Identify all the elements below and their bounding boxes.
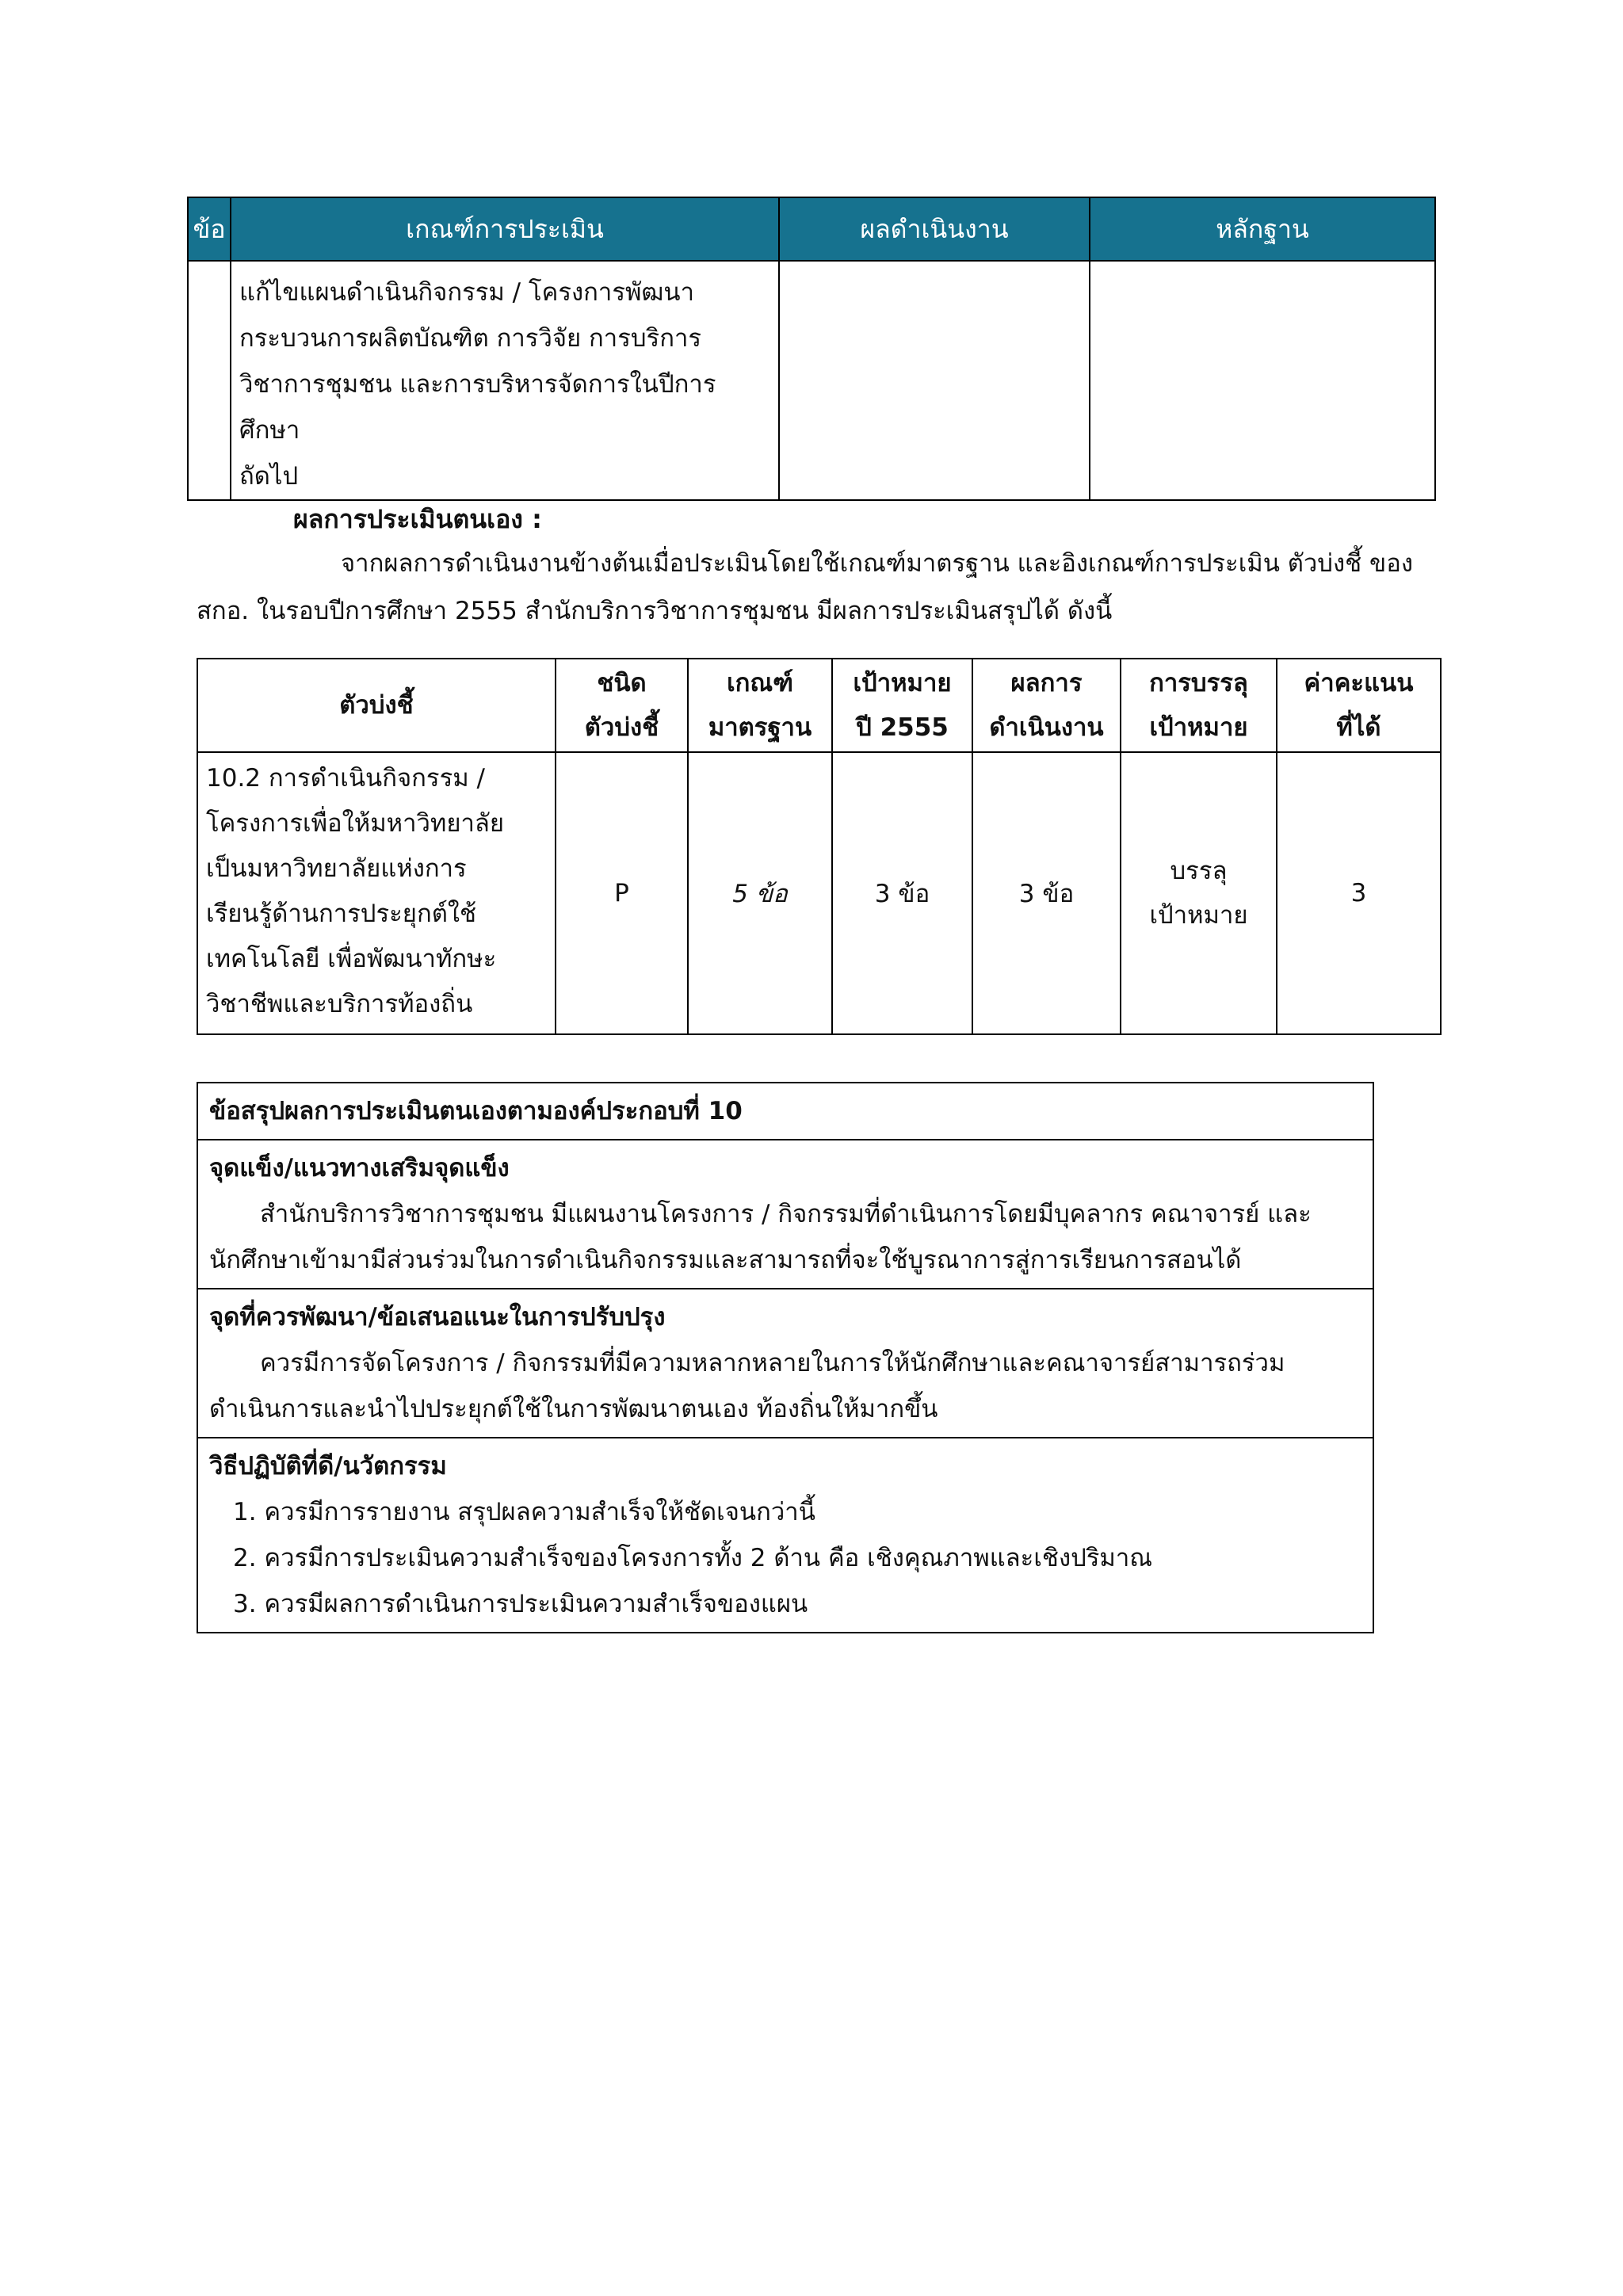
- improve-row: [197, 1289, 1373, 1438]
- criteria-line: แก้ไขแผนดำเนินกิจกรรม / โครงการพัฒนา: [239, 278, 695, 307]
- criteria-table-header: [188, 197, 1435, 261]
- assessment-paragraph-line1: จากผลการดำเนินงานข้างต้นเมื่อประเมินโดยใช้เกณฑ์มาตรฐาน และอิงเกณฑ์การประเมิน ตัวบ่งชี้ ของ: [341, 549, 1413, 578]
- header-text: การบรรลุ: [1149, 669, 1248, 697]
- col-header-result: [972, 659, 1121, 752]
- achievement-line: เป้าหมาย: [1149, 901, 1248, 930]
- header-text: เป้าหมาย: [853, 669, 952, 697]
- strengths-row: [197, 1140, 1373, 1289]
- cell-no: [188, 261, 231, 500]
- improve-title: จุดที่ควรพัฒนา/ข้อเสนอแนะในการปรับปรุง: [209, 1303, 666, 1331]
- col-header-result: ผลดำเนินงาน: [779, 197, 1090, 261]
- header-text: ดำเนินงาน: [989, 713, 1104, 742]
- cell-type: P: [556, 752, 688, 1034]
- header-text: ที่ได้: [1336, 713, 1381, 742]
- list-item: 2. ควรมีการประเมินความสำเร็จของโครงการทั้ง 2 ด้าน คือ เชิงคุณภาพและเชิงปริมาณ: [233, 1544, 1153, 1572]
- cell-achievement: [1121, 752, 1277, 1034]
- practice-title: วิธีปฏิบัติที่ดี/นวัตกรรม: [209, 1452, 447, 1480]
- indicator-line: เรียนรู้ด้านการประยุกต์ใช้: [206, 900, 477, 928]
- table-row: [188, 261, 1435, 500]
- header-text: ค่าคะแนน: [1304, 669, 1414, 697]
- criteria-table: [187, 197, 1436, 501]
- cell-criteria: [231, 261, 779, 500]
- strengths-text-line: นักศึกษาเข้ามามีส่วนร่วมในการดำเนินกิจกรรมและสามารถที่จะใช้บูรณาการสู่การเรียนการสอนได้: [209, 1246, 1242, 1274]
- table-row: [197, 752, 1441, 1034]
- cell-result: 3 ข้อ: [972, 752, 1121, 1034]
- header-text: มาตรฐาน: [708, 713, 812, 742]
- header-text: เกณฑ์: [727, 669, 793, 697]
- indicator-table-header: [197, 659, 1441, 752]
- indicator-line: เทคโนโลยี เพื่อพัฒนาทักษะ: [206, 945, 497, 973]
- assessment-heading: ผลการประเมินตนเอง :: [293, 504, 542, 534]
- header-text: เป้าหมาย: [1149, 713, 1248, 742]
- col-header-no: ข้อ: [188, 197, 231, 261]
- col-header-target: [832, 659, 972, 752]
- improve-text-line: ดำเนินการและนำไปประยุกต์ใช้ในการพัฒนาตนเอง ท้องถิ่นให้มากขึ้น: [209, 1395, 938, 1423]
- summary-title-row: [197, 1083, 1373, 1140]
- assessment-paragraph-line2: สกอ. ในรอบปีการศึกษา 2555 สำนักบริการวิชาการชุมชน มีผลการประเมินสรุปได้ ดังนี้: [197, 597, 1113, 625]
- col-header-standard: [688, 659, 832, 752]
- indicator-table: [197, 658, 1442, 1035]
- practice-row: [197, 1438, 1373, 1633]
- list-item: 1. ควรมีการรายงาน สรุปผลความสำเร็จให้ชัดเจนกว่านี้: [233, 1498, 815, 1526]
- summary-table: [197, 1082, 1374, 1633]
- header-text: ชนิด: [597, 669, 647, 697]
- header-text: ปี 2555: [856, 713, 949, 742]
- indicator-line: โครงการเพื่อให้มหาวิทยาลัย: [206, 809, 505, 838]
- col-header-achievement: [1121, 659, 1277, 752]
- col-header-evidence: หลักฐาน: [1090, 197, 1435, 261]
- col-header-type: [556, 659, 688, 752]
- header-text: ตัวบ่งชี้: [584, 713, 659, 742]
- col-header-score: [1277, 659, 1441, 752]
- col-header-indicator: [197, 659, 556, 752]
- criteria-line: กระบวนการผลิตบัณฑิต การวิจัย การบริการ: [239, 324, 702, 353]
- strengths-title: จุดแข็ง/แนวทางเสริมจุดแข็ง: [209, 1154, 510, 1182]
- improve-text-line: ควรมีการจัดโครงการ / กิจกรรมที่มีความหลากหลายในการให้นักศึกษาและคณาจารย์สามารถร่วม: [260, 1349, 1285, 1377]
- improve-cell: [197, 1289, 1373, 1438]
- header-text: ผลการ: [1010, 669, 1083, 697]
- strengths-text-line: สำนักบริการวิชาการชุมชน มีแผนงานโครงการ / กิจกรรมที่ดำเนินการโดยมีบุคลากร คณาจารย์ และ: [260, 1200, 1312, 1228]
- cell-target: 3 ข้อ: [832, 752, 972, 1034]
- summary-title: ข้อสรุปผลการประเมินตนเองตามองค์ประกอบที่ 10: [197, 1083, 1373, 1140]
- cell-standard: 5 ข้อ: [688, 752, 832, 1034]
- practice-cell: [197, 1438, 1373, 1633]
- criteria-line: วิชาการชุมชน และการบริหารจัดการในปีการศึกษา: [239, 370, 716, 445]
- indicator-line: วิชาชีพและบริการท้องถิ่น: [206, 990, 473, 1018]
- indicator-line: 10.2 การดำเนินกิจกรรม /: [206, 764, 485, 793]
- list-item: 3. ควรมีผลการดำเนินการประเมินความสำเร็จของแผน: [233, 1590, 808, 1618]
- indicator-line: เป็นมหาวิทยาลัยแห่งการ: [206, 854, 467, 883]
- cell-evidence: [1090, 261, 1435, 500]
- cell-result: [779, 261, 1090, 500]
- criteria-line: ถัดไป: [239, 462, 299, 491]
- cell-score: 3: [1277, 752, 1441, 1034]
- achievement-line: บรรลุ: [1170, 857, 1228, 885]
- header-text: ตัวบ่งชี้: [339, 691, 414, 720]
- strengths-cell: [197, 1140, 1373, 1289]
- col-header-criteria: เกณฑ์การประเมิน: [231, 197, 779, 261]
- cell-indicator: [197, 752, 556, 1034]
